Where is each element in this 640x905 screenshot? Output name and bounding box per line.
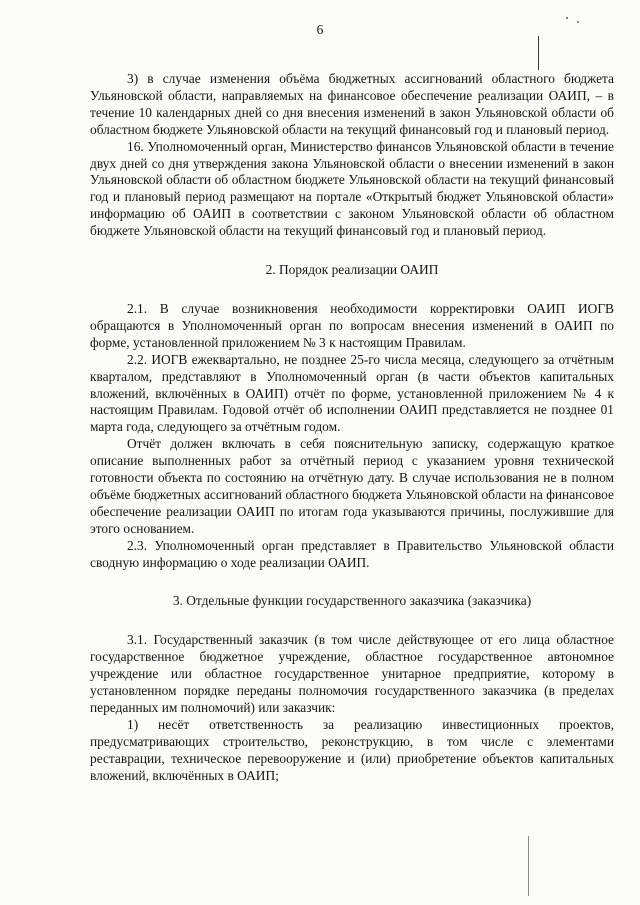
paragraph-2-3: 2.3. Уполномоченный орган представляет в Правительство Ульяновской области сводную информацию о ходе реализации ОАИП. — [90, 537, 614, 570]
section-heading-2: 2. Порядок реализации ОАИП — [265, 262, 439, 278]
page-number: 6 — [316, 22, 324, 37]
paragraph-16: 16. Уполномоченный орган, Министерство финансов Ульяновской области в течение двух дней со дня утверждения закона Ульяновской области о внесении изменений в закон Ульяновской области об областном бюджете Ульяновской области на текущий финансовый год и плановый период размещают на портале «Открытый бюджет Ульяновской области» информацию об ОАИП в соответствии с законом Ульяновской области об областном бюджете Ульяновской области на текущий финансовый год и плановый период. — [90, 138, 614, 239]
paragraph-2-2: 2.2. ИОГВ ежеквартально, не позднее 25-го числа месяца, следующего за отчётным кварталом, представляют в Уполномоченный орган (в части объектов капитальных вложений, включённых в ОАИП) отчёт по форме, установленной приложением № 4 к настоящим Правилам. Годовой отчёт об исполнении ОАИП представляется не позднее 01 марта года, следующего за отчётным годом. — [90, 351, 614, 435]
scan-artifact-line — [528, 836, 529, 896]
section-heading-3: 3. Отдельные функции государственного заказчика (заказчика) — [172, 593, 532, 609]
paragraph-3-1-1: 1) несёт ответственность за реализацию инвестиционных проектов, предусматривающих строительство, реконструкцию, в том числе с элементами реставрации, техническое перевооружение и (или) приобретение объектов капитальных вложений, включённых в ОАИП; — [90, 716, 614, 783]
paragraph-3-1: 3.1. Государственный заказчик (в том числе действующее от его лица областное государственное бюджетное учреждение, областное государственное автономное учреждение или областное государственное унитарное предприятие, которому в установленном порядке переданы полномочия государственного заказчика (в пределах переданных им полномочий) или заказчик: — [90, 632, 614, 715]
document-body — [90, 71, 614, 785]
scan-artifact-dot — [566, 17, 568, 19]
paragraph-report: Отчёт должен включать в себя пояснительную записку, содержащую краткое описание выполненных работ за отчётный период с указанием уровня технической готовности объекта по состоянию на отчётную дату. В случае использования не в полном объёме бюджетных ассигнований областного бюджета Ульяновской области на финансовое обеспечение реализации ОАИП по итогам года указываются причины, послужившие для этого основанием. — [90, 436, 614, 536]
scan-artifact-line — [538, 36, 539, 70]
paragraph-1-3: 3) в случае изменения объёма бюджетных ассигнований областного бюджета Ульяновской области, направляемых на финансовое обеспечение реализации ОАИП, – в течение 10 календарных дней со дня внесения изменений в закон Ульяновской области об областном бюджете Ульяновской области на текущий финансовый год и плановый период. — [90, 71, 614, 137]
paragraph-2-1: 2.1. В случае возникновения необходимости корректировки ОАИП ИОГВ обращаются в Уполномоченный орган по вопросам внесения изменений в ОАИП по форме, установленной приложением № 3 к настоящим Правилам. — [90, 300, 614, 350]
scan-artifact-dot — [577, 21, 579, 23]
